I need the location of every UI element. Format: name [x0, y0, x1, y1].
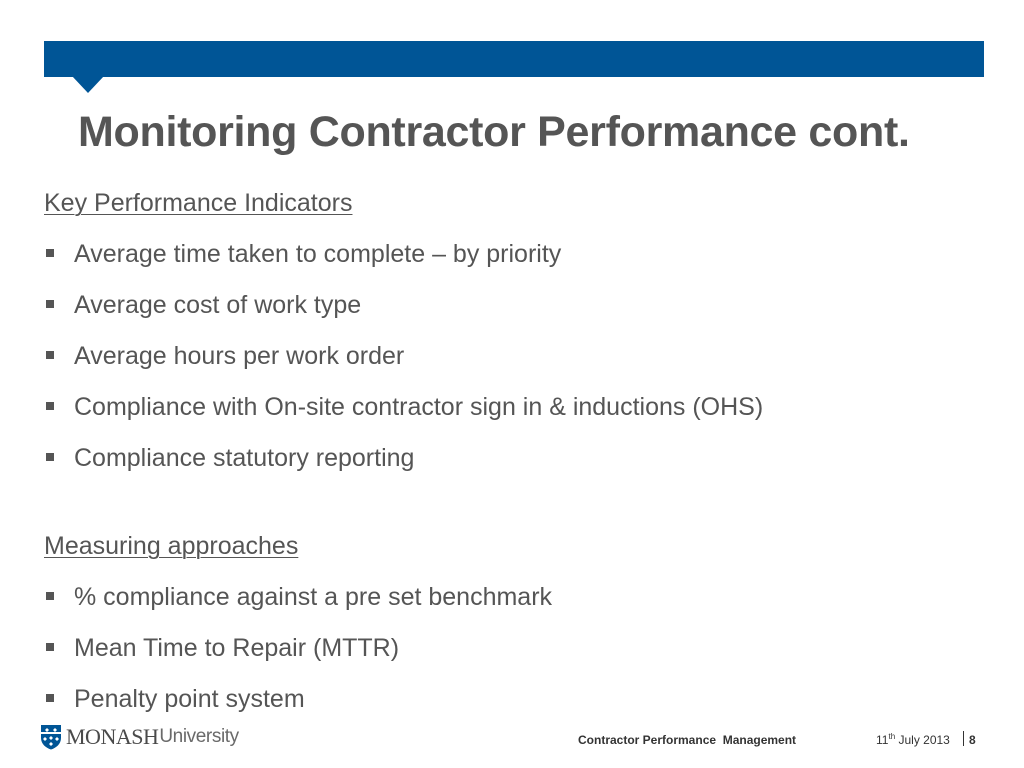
- bullet-text: Compliance statutory reporting: [74, 444, 415, 472]
- bullet-text: Penalty point system: [74, 685, 305, 713]
- bullet-text: Compliance with On-site contractor sign in & inductions (OHS): [74, 393, 764, 421]
- footer-presentation-title: Contractor Performance Management: [578, 733, 797, 747]
- monash-crest-icon: [40, 724, 62, 750]
- bullet-text: Average time taken to complete – by priority: [74, 240, 562, 268]
- footer-date-rest: July 2013: [895, 733, 950, 747]
- square-bullet-icon: [46, 402, 54, 410]
- kpi-section-heading: Key Performance Indicators: [44, 189, 353, 217]
- footer-page-number: 8: [969, 733, 976, 747]
- bullet-text: Average cost of work type: [74, 291, 362, 319]
- measuring-section-heading: Measuring approaches: [44, 532, 299, 560]
- bullet-text: Average hours per work order: [74, 342, 405, 370]
- footer-date-suffix: th: [888, 732, 896, 741]
- square-bullet-icon: [46, 643, 54, 651]
- monash-logo: [40, 723, 239, 751]
- footer-date: [876, 733, 950, 747]
- header-banner: [44, 41, 984, 77]
- footer-date-day: 11: [876, 733, 889, 747]
- logo-monash-word: MONASH: [66, 724, 159, 749]
- header-banner-notch: [72, 76, 104, 93]
- bullet-text: % compliance against a pre set benchmark: [74, 583, 553, 611]
- square-bullet-icon: [46, 351, 54, 359]
- square-bullet-icon: [46, 592, 54, 600]
- footer-divider: [963, 731, 964, 746]
- square-bullet-icon: [46, 300, 54, 308]
- slide-title: Monitoring Contractor Performance cont.: [78, 108, 910, 156]
- bullet-text: Mean Time to Repair (MTTR): [74, 634, 400, 662]
- square-bullet-icon: [46, 249, 54, 257]
- logo-university-word: University: [159, 726, 239, 747]
- square-bullet-icon: [46, 694, 54, 702]
- square-bullet-icon: [46, 453, 54, 461]
